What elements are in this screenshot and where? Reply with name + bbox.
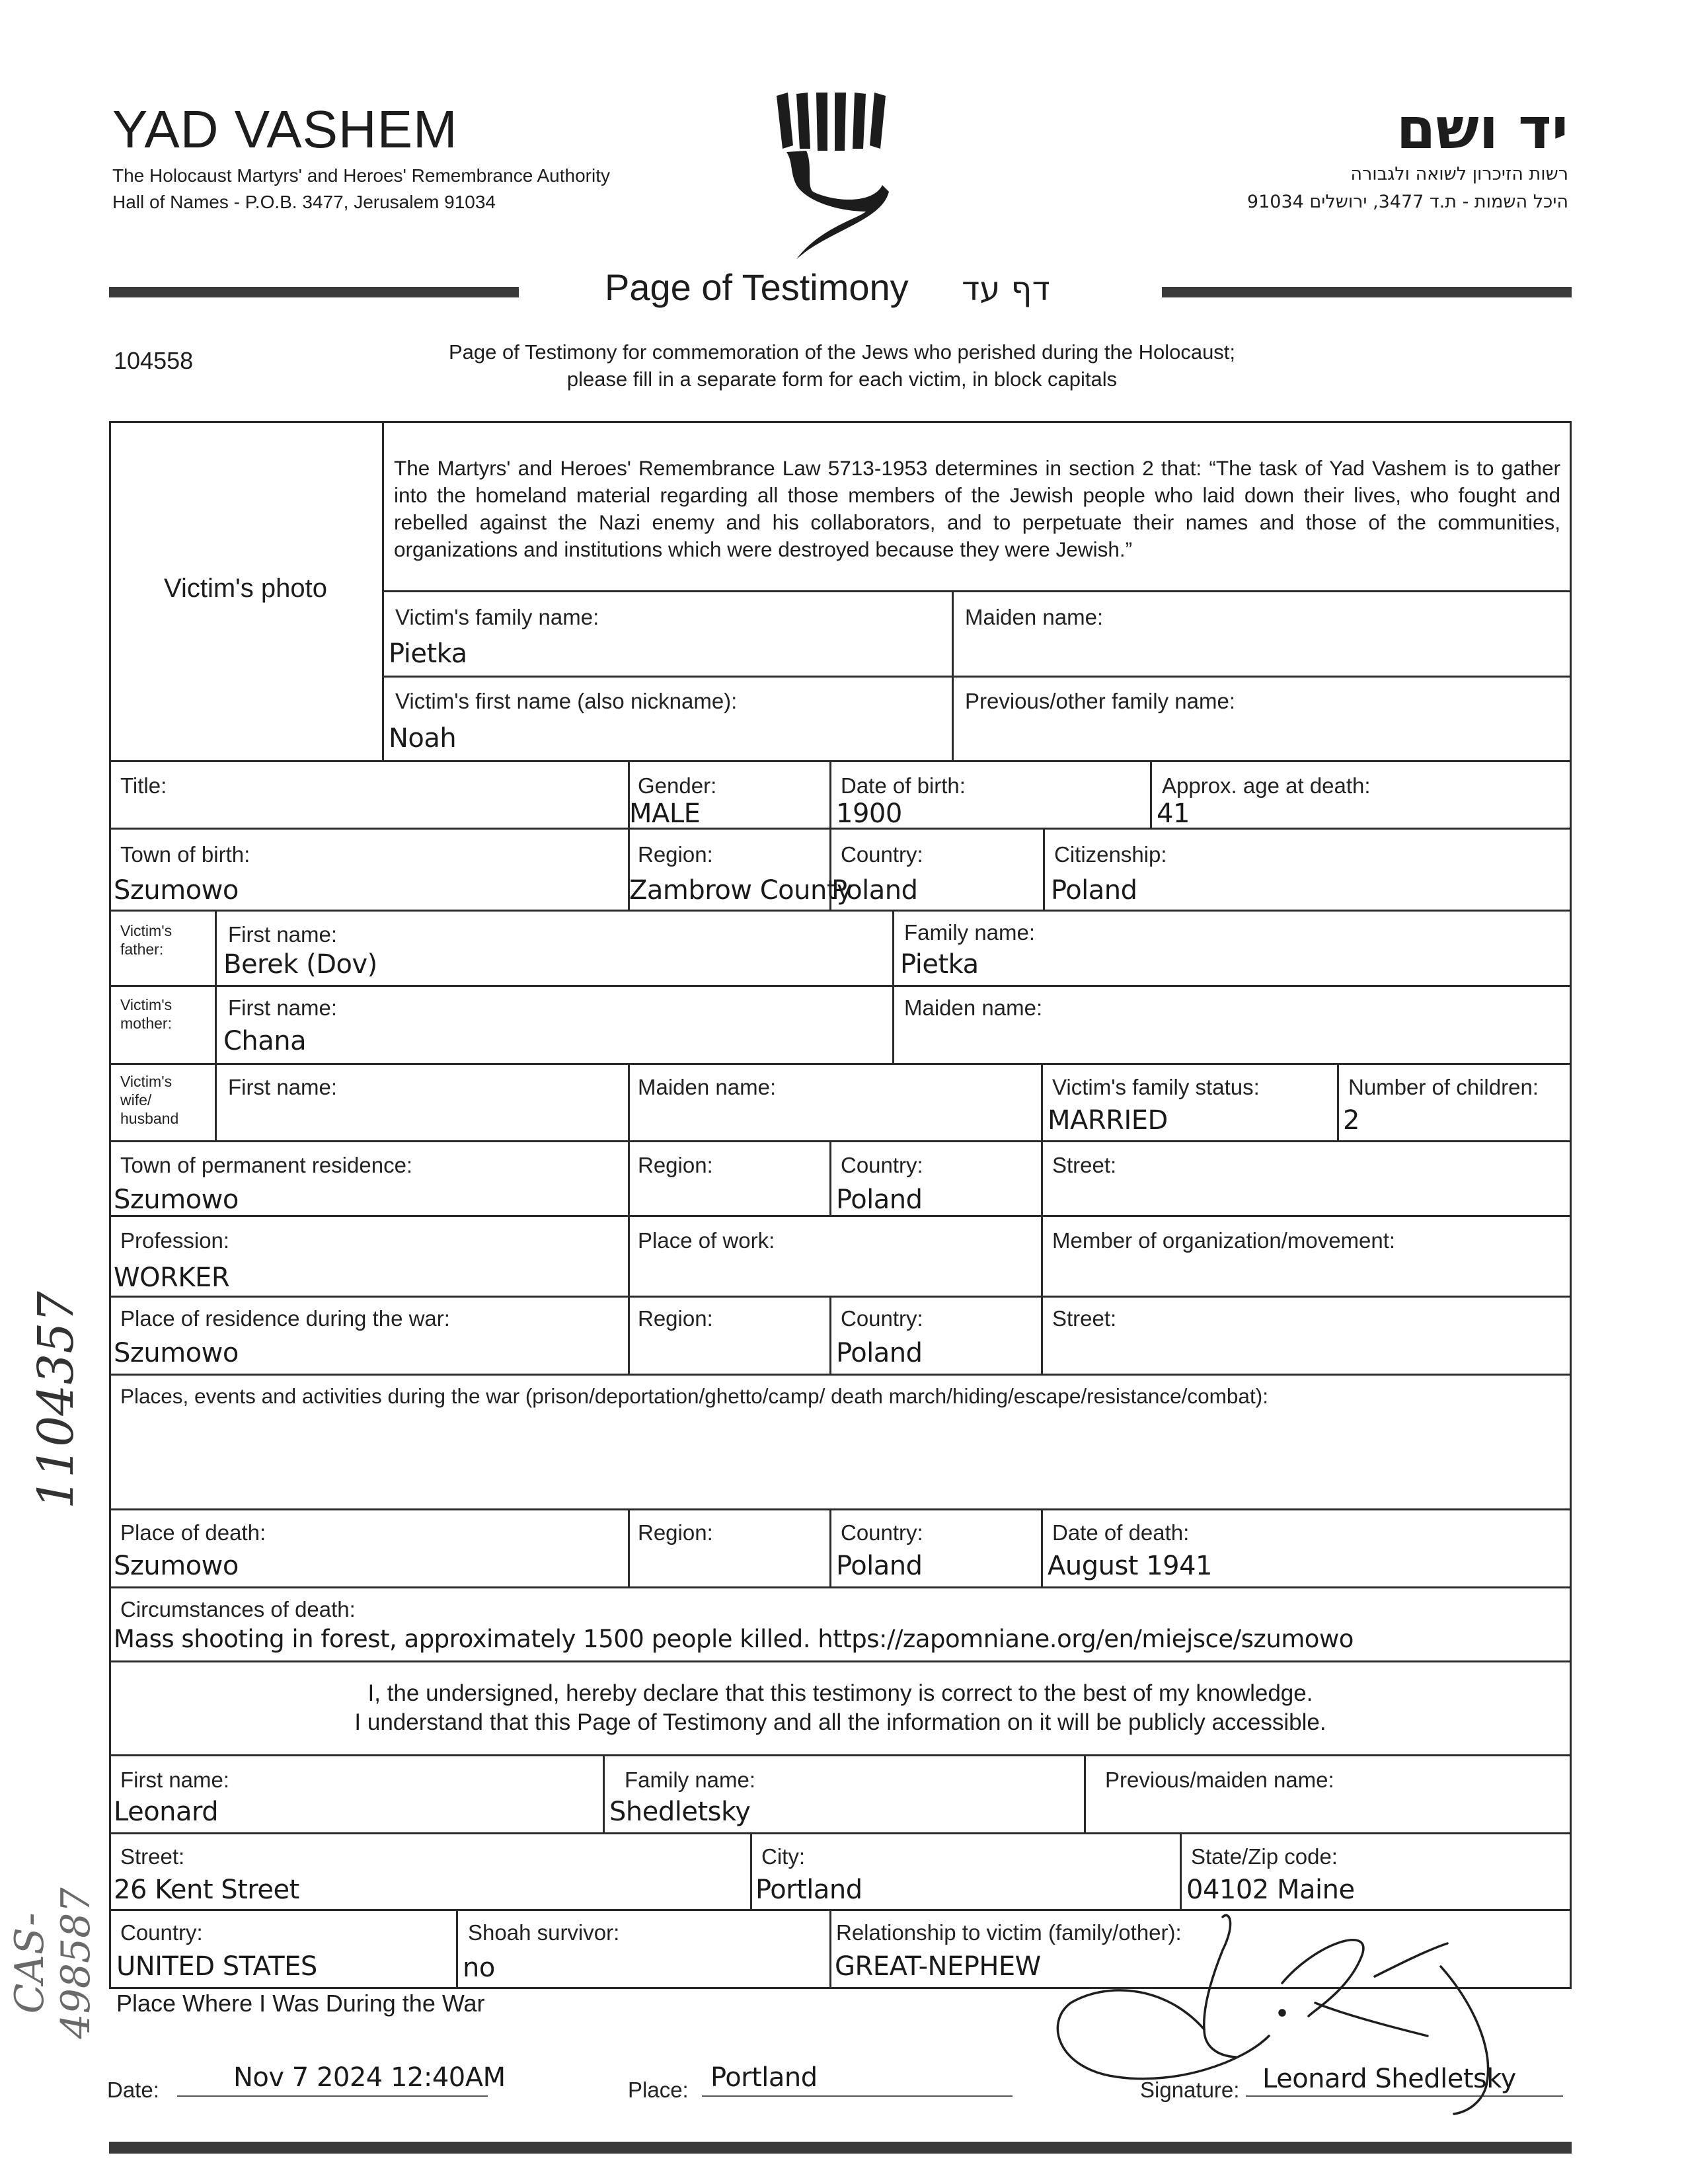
war-street-label: Street: [1052,1306,1117,1331]
dob-value[interactable]: 1900 [836,799,902,829]
date-of-death[interactable]: August 1941 [1048,1551,1212,1581]
header-bar-left [109,287,519,297]
residence-country[interactable]: Poland [836,1185,923,1215]
mother-maiden-name-label: Maiden name: [904,995,1043,1020]
submitter-country-label: Country: [120,1920,203,1945]
submitter-family-name[interactable]: Shedletsky [609,1797,751,1827]
mother-first-name[interactable]: Chana [223,1026,307,1056]
circumstances-label: Circumstances of death: [120,1597,356,1621]
yad-vashem-logo-icon [767,86,899,264]
declaration-line-1: I, the undersigned, hereby declare that this testimony is correct to the best of my knowledge. [367,1680,1313,1706]
profession-label: Profession: [120,1228,230,1253]
war-country[interactable]: Poland [836,1338,923,1368]
submitter-first-name[interactable]: Leonard [114,1797,219,1827]
mother-first-name-label: First name: [228,995,338,1020]
margin-number-2: CAS-498587 [7,1887,99,2039]
father-family-name[interactable]: Pietka [900,949,979,980]
victim-photo-placeholder: Victim's photo [163,574,327,603]
region-birth[interactable]: Zambrow County [629,875,853,906]
war-place-note: Place Where I Was During the War [116,1990,485,2017]
margin-number-1: 1104357 [28,1291,85,1509]
submitter-previous-name-label: Previous/maiden name: [1105,1768,1334,1792]
victim-first-name[interactable]: Noah [389,723,457,754]
residence-street-label: Street: [1052,1153,1117,1177]
organization-label: Member of organization/movement: [1052,1228,1396,1253]
place-label: Place: [628,2078,689,2102]
maiden-name-label: Maiden name: [965,605,1104,629]
death-country-label: Country: [841,1520,923,1545]
submitter-state[interactable]: 04102 Maine [1186,1875,1355,1905]
shoah-survivor[interactable]: no [463,1953,495,1983]
death-region-label: Region: [638,1520,713,1545]
place-of-death[interactable]: Szumowo [114,1551,239,1581]
submission-date[interactable]: Nov 7 2024 12:40AM [233,2062,506,2093]
residence-country-label: Country: [841,1153,923,1177]
instruction-line-2: please fill in a separate form for each victim, in block capitals [566,368,1118,391]
victim-first-name-label: Victim's first name (also nickname): [395,689,738,713]
relationship-label: Relationship to victim (family/other): [836,1920,1182,1945]
place-of-work-label: Place of work: [638,1228,775,1253]
father-section-label: Victim's father: [120,922,172,958]
declaration-line-2: I understand that this Page of Testimony and all the information on it will be publicly accessible. [354,1709,1326,1735]
instruction-line-1: Page of Testimony for commemoration of the Jews who perished during the Holocaust; [448,340,1236,364]
country-birth-label: Country: [841,842,923,867]
war-residence-label: Place of residence during the war: [120,1306,450,1331]
shoah-survivor-label: Shoah survivor: [468,1920,620,1945]
submitter-city-label: City: [761,1844,805,1869]
citizenship[interactable]: Poland [1051,875,1137,906]
law-text: The Martyrs' and Heroes' Remembrance Law 5713-1953 determines in section 2 that: “The task of Yad Vashem is to gather into the homeland material regarding all those members of the Jewish people who laid down their lives, who fought and rebelled against the Nazi enemy and his collaborators, and to perpetuate their names and those of the communities, organizations and institutions which were destroyed because they were Jewish.” [394,456,1560,561]
age-value[interactable]: 41 [1157,799,1190,829]
org-name-hebrew: יד ושם [1396,96,1568,162]
father-family-name-label: Family name: [904,920,1036,945]
father-first-name-label: First name: [228,922,338,947]
gender-label: Gender: [638,773,717,798]
submitter-street-label: Street: [120,1844,185,1869]
spouse-maiden-name-label: Maiden name: [638,1075,777,1099]
war-region-label: Region: [638,1306,713,1331]
previous-family-name-label: Previous/other family name: [965,689,1236,713]
gender-value[interactable]: MALE [629,799,701,829]
date-of-death-label: Date of death: [1052,1520,1190,1545]
family-status-label: Victim's family status: [1052,1075,1260,1099]
submitter-street[interactable]: 26 Kent Street [114,1875,299,1905]
victim-family-name[interactable]: Pietka [389,639,467,669]
submitter-country[interactable]: UNITED STATES [116,1951,317,1982]
form-title-hebrew: דף עד [962,270,1050,308]
submitter-state-label: State/Zip code: [1191,1844,1338,1869]
submitter-family-name-label: Family name: [625,1768,756,1792]
events-label: Places, events and activities during the war (prison/deportation/ghetto/camp/ death march/hiding/escape/resistance/combat): [120,1384,1268,1408]
header-bar-right [1162,287,1572,297]
war-residence[interactable]: Szumowo [114,1338,239,1368]
org-name: YAD VASHEM [112,100,458,159]
permanent-residence[interactable]: Szumowo [114,1185,239,1215]
town-of-birth[interactable]: Szumowo [114,875,239,906]
date-label: Date: [107,2078,159,2102]
region-birth-label: Region: [638,842,713,867]
profession[interactable]: WORKER [114,1263,230,1293]
father-first-name[interactable]: Berek (Dov) [223,949,377,980]
submitter-city[interactable]: Portland [755,1875,862,1905]
children-count[interactable]: 2 [1343,1105,1359,1136]
signature-label: Signature: [1140,2078,1240,2102]
mother-section-label: Victim's mother: [120,996,172,1032]
children-label: Number of children: [1348,1075,1539,1099]
residence-region-label: Region: [638,1153,713,1177]
permanent-residence-label: Town of permanent residence: [120,1153,413,1177]
age-label: Approx. age at death: [1162,773,1371,798]
submitter-first-name-label: First name: [120,1768,230,1792]
country-birth[interactable]: Poland [831,875,918,906]
citizenship-label: Citizenship: [1054,842,1167,867]
town-of-birth-label: Town of birth: [120,842,250,867]
handwritten-signature-icon [1031,1904,1560,2122]
title-label: Title: [120,773,167,798]
family-status[interactable]: MARRIED [1048,1105,1168,1136]
hebrew-subtitle: רשות הזיכרון לשואה ולגבורה [1350,164,1568,184]
victim-family-name-label: Victim's family name: [395,605,599,629]
spouse-section-label: Victim's wife/ husband [120,1073,179,1127]
death-country[interactable]: Poland [836,1551,923,1581]
relationship[interactable]: GREAT-NEPHEW [835,1951,1041,1982]
hebrew-address: היכל השמות - ת.ד 3477, ירושלים 91034 [1246,192,1568,212]
form-title: Page of Testimony [605,266,909,308]
spouse-first-name-label: First name: [228,1075,338,1099]
org-address: Hall of Names - P.O.B. 3477, Jerusalem 91034 [112,192,496,212]
form-number: 104558 [114,347,194,374]
submission-place[interactable]: Portland [710,2062,818,2093]
dob-label: Date of birth: [841,773,966,798]
place-of-death-label: Place of death: [120,1520,266,1545]
war-country-label: Country: [841,1306,923,1331]
footer-bar [109,2142,1572,2154]
circumstances-of-death[interactable]: Mass shooting in forest, approximately 1500 people killed. https://zapomniane.org/en/miejsce/szumowo [114,1625,1354,1653]
org-subtitle: The Holocaust Martyrs' and Heroes' Remembrance Authority [112,165,611,186]
signature-name[interactable]: Leonard Shedletsky [1262,2064,1516,2094]
